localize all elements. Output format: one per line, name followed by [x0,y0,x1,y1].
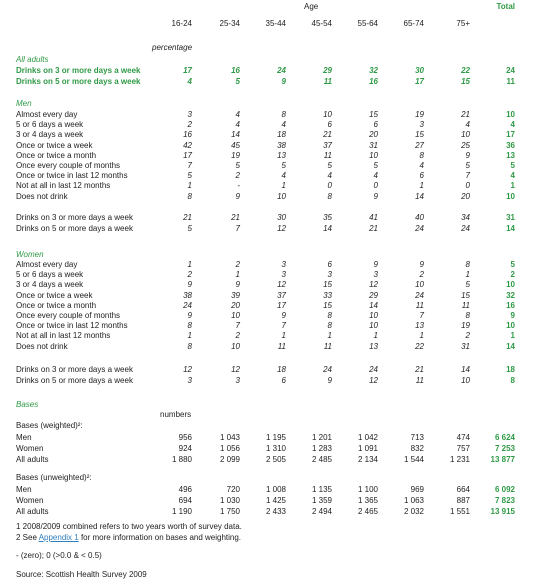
total-cell: 14 [506,224,515,233]
total-cell: 14 [506,341,515,351]
table-cell: 13 [415,321,424,331]
table-cell: 8 [187,321,192,331]
table-cell: 5 [235,161,240,170]
table-cell: 5 [187,224,192,233]
table-cell: 7 [419,311,424,320]
table-cell: 3 [373,270,378,280]
table-cell: 1 042 [357,433,378,442]
table-cell: 8 [419,150,424,160]
table-cell: 17 [415,77,424,86]
table-cell: 15 [461,77,470,86]
table-cell: 38 [183,290,192,300]
table-cell: 14 [415,191,424,201]
table-cell: 42 [183,140,192,150]
table-cell: 12 [369,376,378,385]
table-cell: 1 063 [403,496,424,505]
row-label: All adults [16,455,49,464]
table-cell: 37 [323,140,332,150]
table-cell: 5 [465,280,470,290]
table-cell: 10 [461,376,470,385]
age-column-header: 65-74 [403,19,424,28]
total-cell: 1 [510,181,515,191]
table-cell: 1 310 [265,444,286,453]
footnote-2-prefix: 2 See [16,533,39,542]
table-cell: 1 283 [311,444,332,453]
total-cell: 2 [510,270,515,280]
table-cell: 2 [419,270,424,280]
table-cell: 21 [369,224,378,233]
footnote-2 [16,532,241,543]
table-cell: 20 [231,300,240,310]
table-cell: 14 [461,365,470,374]
row-label: Does not drink [16,191,68,201]
table-cell: 35 [323,213,332,222]
table-cell: 20 [369,130,378,140]
table-cell: 11 [415,376,424,385]
table-cell: 1 551 [449,507,470,516]
table-cell: 10 [461,130,470,140]
table-cell: 496 [178,485,192,494]
row-label: Men [16,433,32,442]
table-cell: 24 [415,224,424,233]
row-label: Once or twice a week [16,140,93,150]
table-cell: 15 [461,290,470,300]
table-cell: 10 [415,280,424,290]
table-cell: 1 [187,181,192,191]
table-cell: 10 [369,321,378,331]
table-cell: 887 [456,496,470,505]
table-cell: 1 [373,331,378,341]
total-cell: 13 915 [490,507,515,516]
table-cell: 6 [419,171,424,181]
table-cell: 1 880 [171,455,192,464]
row-label: Drinks on 5 or more days a week [16,77,141,86]
table-cell: 757 [456,444,470,453]
table-cell: 17 [277,300,286,310]
table-cell: 4 [465,120,470,130]
table-cell: 14 [369,300,378,310]
table-cell: 17 [183,150,192,160]
table-cell: 8 [465,260,470,269]
table-cell: 9 [187,311,192,320]
table-cell: 24 [277,66,286,75]
table-cell: 4 [281,171,286,181]
total-cell: 5 [510,260,515,269]
table-cell: 1 135 [311,485,332,494]
table-cell: 15 [415,130,424,140]
table-cell: 10 [231,341,240,351]
table-cell: 3 [327,270,332,280]
row-label: Women [16,444,44,453]
percentage-label: percentage [152,43,193,52]
zero-legend: - (zero); 0 (>0.0 & < 0.5) [16,551,102,560]
table-cell: 1 201 [311,433,332,442]
table-cell: 12 [277,224,286,233]
total-cell: 32 [506,290,515,300]
table-cell: 694 [178,496,192,505]
row-label: Does not drink [16,341,68,351]
table-cell: 7 [281,321,286,331]
age-column-header: 35-44 [265,19,286,28]
table-cell: 2 485 [311,455,332,464]
age-column-header: 55-64 [357,19,378,28]
row-label: Once or twice a month [16,150,97,160]
table-cell: 2 [465,331,470,341]
table-cell: 15 [323,300,332,310]
table-cell: 38 [277,140,286,150]
total-cell: 5 [510,161,515,170]
table-cell: 10 [323,110,332,119]
table-cell: 2 494 [311,507,332,516]
table-cell: 2 [187,120,192,130]
total-cell: 13 [506,150,515,160]
table-cell: 41 [369,213,378,222]
age-column-header: 75+ [456,19,470,28]
row-label: Once or twice a week [16,290,93,300]
table-cell: 1 231 [449,455,470,464]
table-cell: 4 [419,161,424,170]
total-cell: 1 [510,331,515,341]
table-cell: 18 [277,365,286,374]
table-cell: - [237,181,240,191]
section-title: All adults [16,55,49,64]
table-cell: 6 [281,376,286,385]
table-cell: 21 [415,365,424,374]
table-cell: 924 [178,444,192,453]
table-cell: 0 [465,181,470,191]
table-cell: 7 [465,171,470,181]
table-cell: 24 [415,290,424,300]
table-cell: 2 [235,171,240,181]
table-cell: 39 [231,290,240,300]
table-cell: 8 [281,110,286,119]
table-cell: 10 [369,150,378,160]
table-cell: 7 [235,321,240,331]
total-cell: 31 [506,213,515,222]
table-cell: 3 [235,376,240,385]
table-cell: 24 [369,365,378,374]
table-cell: 3 [187,376,192,385]
row-label: Women [16,496,44,505]
table-cell: 17 [183,66,192,75]
table-cell: 0 [373,181,378,191]
table-cell: 1 359 [311,496,332,505]
table-cell: 1 091 [357,444,378,453]
table-cell: 474 [456,433,470,442]
table-cell: 1 190 [171,507,192,516]
table-cell: 6 [327,120,332,130]
row-label: Drinks on 3 or more days a week [16,213,133,222]
total-cell: 4 [510,120,515,130]
table-cell: 40 [415,213,424,222]
row-label: Once every couple of months [16,311,121,320]
total-cell: 24 [506,66,515,75]
table-cell: 31 [461,341,470,351]
table-cell: 21 [323,130,332,140]
table-cell: 16 [369,77,378,86]
table-cell: 37 [277,290,286,300]
total-header: Total [496,2,515,11]
table-cell: 18 [277,130,286,140]
total-cell: 10 [506,280,515,290]
total-cell: 10 [506,321,515,331]
table-cell: 2 505 [265,455,286,464]
table-cell: 34 [461,213,470,222]
total-cell: 6 092 [494,485,515,494]
table-cell: 9 [187,280,192,290]
table-cell: 30 [277,213,286,222]
table-cell: 24 [461,224,470,233]
table-cell: 5 [327,161,332,170]
table-cell: 1 544 [403,455,424,464]
table-cell: 2 465 [357,507,378,516]
table-cell: 8 [187,341,192,351]
row-label: Not at all in last 12 months [16,331,111,341]
table-cell: 9 [281,77,286,86]
table-cell: 27 [415,140,424,150]
table-cell: 9 [419,260,424,269]
total-cell: 36 [506,140,515,150]
table-cell: 1 100 [357,485,378,494]
table-cell: 2 134 [357,455,378,464]
table-cell: 29 [323,66,332,75]
table-cell: 3 [419,120,424,130]
table-cell: 32 [369,66,378,75]
row-label: Almost every day [16,110,78,119]
table-cell: 2 099 [219,455,240,464]
table-cell: 25 [461,140,470,150]
row-label: 3 or 4 days a week [16,130,84,140]
table-cell: 19 [231,150,240,160]
table-cell: 11 [323,77,332,86]
total-cell: 9 [510,311,515,320]
table-cell: 2 433 [265,507,286,516]
row-label: Once or twice in last 12 months [16,321,128,331]
row-label: Once or twice a month [16,300,97,310]
total-cell: 10 [506,191,515,201]
row-label: Drinks on 3 or more days a week [16,66,141,75]
table-cell: 12 [277,280,286,290]
table-cell: 21 [183,213,192,222]
table-cell: 5 [281,161,286,170]
table-cell: 14 [323,224,332,233]
table-cell: 1 425 [265,496,286,505]
table-cell: 4 [235,120,240,130]
table-cell: 1 [465,270,470,280]
table-cell: 13 [369,341,378,351]
row-label: Almost every day [16,260,78,269]
table-cell: 1 365 [357,496,378,505]
total-cell: 6 624 [494,433,515,442]
table-cell: 9 [235,191,240,201]
age-column-header: 16-24 [171,19,192,28]
table-cell: 2 [187,270,192,280]
table-cell: 713 [410,433,424,442]
table-cell: 4 [373,171,378,181]
table-cell: 12 [231,365,240,374]
table-cell: 10 [231,311,240,320]
section-title: Men [16,99,32,108]
table-cell: 14 [231,130,240,140]
table-cell: 19 [461,321,470,331]
table-cell: 13 [277,150,286,160]
table-cell: 1 750 [219,507,240,516]
table-cell: 664 [456,485,470,494]
table-cell: 5 [465,161,470,170]
table-cell: 2 032 [403,507,424,516]
row-label: Drinks on 3 or more days a week [16,365,133,374]
row-label: 5 or 6 days a week [16,120,84,130]
row-label: Drinks on 5 or more days a week [16,376,133,385]
table-cell: 21 [231,213,240,222]
table-cell: 9 [281,311,286,320]
age-column-header: 45-54 [311,19,332,28]
row-label: All adults [16,507,49,516]
table-cell: 8 [327,321,332,331]
table-cell: 29 [369,290,378,300]
table-cell: 12 [183,365,192,374]
table-cell: 1 [187,331,192,341]
source-note: Source: Scottish Health Survey 2009 [16,570,147,579]
table-cell: 9 [373,260,378,269]
table-cell: 5 [373,161,378,170]
table-cell: 5 [187,171,192,181]
table-cell: 20 [461,191,470,201]
table-cell: 1 195 [265,433,286,442]
table-cell: 24 [323,365,332,374]
total-cell: 16 [506,300,515,310]
total-cell: 4 [510,171,515,181]
table-cell: 832 [410,444,424,453]
table-cell: 720 [226,485,240,494]
table-cell: 4 [281,120,286,130]
table-cell: 8 [327,191,332,201]
table-cell: 16 [183,130,192,140]
total-cell: 10 [506,110,515,119]
table-cell: 9 [235,280,240,290]
age-header: Age [304,2,319,11]
table-cell: 5 [235,77,240,86]
table-cell: 1 [281,331,286,341]
table-cell: 1 [419,331,424,341]
table-cell: 8 [327,311,332,320]
total-cell: 7 253 [494,444,515,453]
age-column-header: 25-34 [219,19,240,28]
table-cell: 11 [323,150,332,160]
table-cell: 12 [369,280,378,290]
row-label: Once every couple of months [16,161,121,170]
table-cell: 1 [281,181,286,191]
table-cell: 7 [187,161,192,170]
row-label: 3 or 4 days a week [16,280,84,290]
appendix-1-link[interactable]: Appendix 1 [38,533,79,542]
table-cell: 21 [461,110,470,119]
table-cell: 956 [178,433,192,442]
table-cell: 9 [465,150,470,160]
table-cell: 33 [323,290,332,300]
table-cell: 8 [187,191,192,201]
table-cell: 2 [235,331,240,341]
table-cell: 9 [327,376,332,385]
table-cell: 16 [231,66,240,75]
table-cell: 30 [415,66,424,75]
table-cell: 19 [415,110,424,119]
table-cell: 45 [231,140,240,150]
table-cell: 3 [187,110,192,119]
footnote-2-suffix: for more information on bases and weighting. [78,533,242,542]
table-cell: 15 [369,110,378,119]
table-cell: 8 [465,311,470,320]
total-cell: 17 [506,130,515,140]
table-cell: 6 [327,260,332,269]
table-cell: 9 [373,191,378,201]
table-cell: 22 [415,341,424,351]
table-cell: 7 [235,224,240,233]
table-cell: 22 [461,66,470,75]
table-cell: 1 030 [219,496,240,505]
table-cell: 2 [235,260,240,269]
table-cell: 4 [187,77,192,86]
table-cell: 11 [277,341,286,351]
table-cell: 1 [235,270,240,280]
table-cell: 6 [373,120,378,130]
bases-weighted-title: Bases (weighted)²: [16,421,83,430]
table-cell: 3 [281,260,286,269]
total-cell: 18 [506,365,515,374]
table-cell: 31 [369,140,378,150]
footnote-1: 1 2008/2009 combined refers to two years worth of survey data. [16,522,242,531]
table-cell: 1 056 [219,444,240,453]
total-cell: 13 877 [490,455,515,464]
table-cell: 4 [235,110,240,119]
row-label: 5 or 6 days a week [16,270,84,280]
total-cell: 8 [510,376,515,385]
table-cell: 1 008 [265,485,286,494]
table-cell: 11 [323,341,332,351]
total-cell: 7 823 [494,496,515,505]
table-cell: 1 [419,181,424,191]
table-cell: 24 [183,300,192,310]
numbers-label: numbers [160,410,192,419]
table-cell: 0 [327,181,332,191]
table-cell: 10 [369,311,378,320]
table-cell: 1 [187,260,192,269]
table-cell: 1 043 [219,433,240,442]
table-cell: 11 [461,300,470,310]
table-cell: 10 [277,191,286,201]
table-cell: 4 [327,171,332,181]
row-label: Not at all in last 12 months [16,181,111,191]
table-cell: 3 [281,270,286,280]
table-cell: 969 [410,485,424,494]
section-title: Bases [16,400,39,409]
row-label: Once or twice in last 12 months [16,171,128,181]
table-cell: 11 [415,300,424,310]
bases-unweighted-title: Bases (unweighted)²: [16,473,92,482]
row-label: Drinks on 5 or more days a week [16,224,133,233]
table-cell: 15 [323,280,332,290]
section-title: Women [16,250,44,259]
table-cell: 1 [327,331,332,341]
row-label: Men [16,485,32,494]
total-cell: 11 [506,77,515,86]
